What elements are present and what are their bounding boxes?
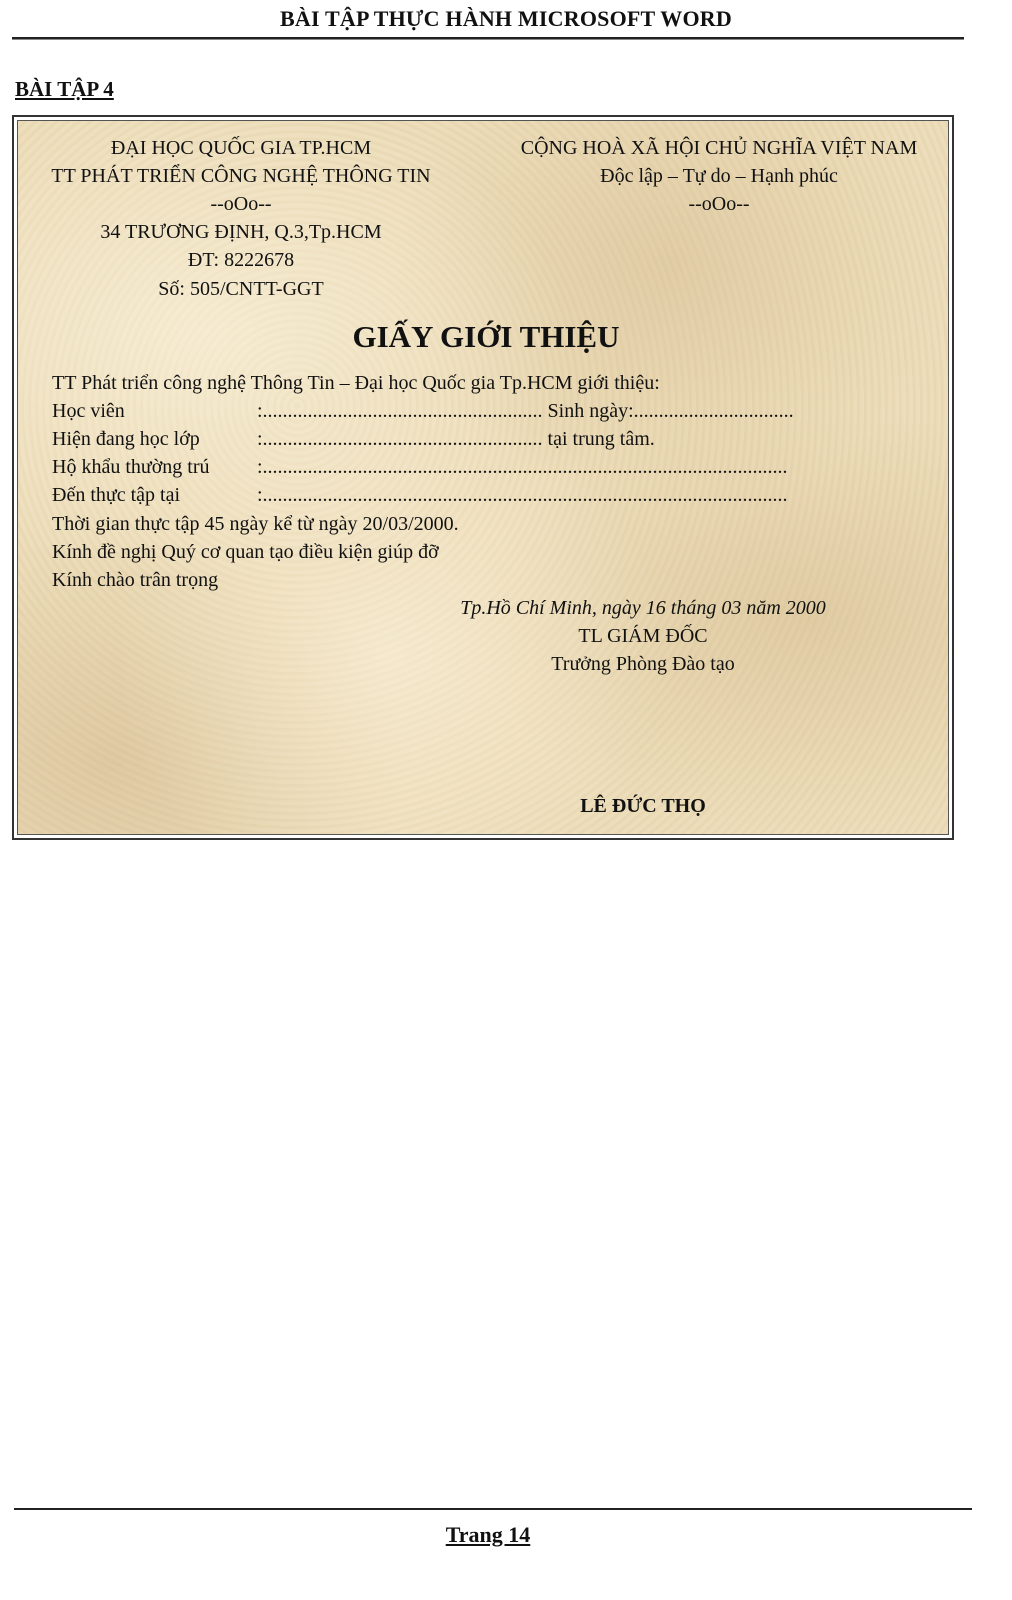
- university-name: ĐẠI HỌC QUỐC GIA TP.HCM: [110, 137, 372, 159]
- parchment-background: [17, 120, 949, 835]
- signer-name: LÊ ĐỨC THỌ: [580, 795, 706, 817]
- header-divider: [12, 37, 964, 39]
- national-motto: Độc lập – Tự do – Hạnh phúc: [600, 165, 838, 187]
- phone-number: ĐT: 8222678: [187, 249, 295, 271]
- page-number: Trang 14: [445, 1522, 531, 1547]
- field-value-residence: :.........................................................................................................: [257, 456, 788, 478]
- exercise-title: BÀI TẬP 4: [15, 77, 114, 101]
- letter-frame: [12, 115, 954, 840]
- field-label-residence: Hộ khẩu thường trú: [52, 456, 210, 478]
- intro-line: TT Phát triển công nghệ Thông Tin – Đại học Quốc gia Tp.HCM giới thiệu:: [52, 372, 660, 394]
- national-title: CỘNG HOÀ XÃ HỘI CHỦ NGHĨA VIỆT NAM: [520, 137, 918, 159]
- field-value-internship-place: :.........................................................................................................: [257, 484, 788, 506]
- request-line: Kính đề nghị Quý cơ quan tạo điều kiện giúp đỡ: [52, 541, 439, 563]
- page-header-title: BÀI TẬP THỰC HÀNH MICROSOFT WORD: [280, 6, 732, 31]
- left-separator: --oOo--: [210, 193, 272, 215]
- place-date: Tp.Hồ Chí Minh, ngày 16 tháng 03 năm 2000: [460, 597, 826, 619]
- field-label-student: Học viên: [52, 400, 125, 422]
- signer-department: Trưởng Phòng Đào tạo: [551, 653, 735, 675]
- document-number: Số: 505/CNTT-GGT: [158, 278, 324, 300]
- right-separator: --oOo--: [688, 193, 750, 215]
- document-title: GIẤY GIỚI THIỆU: [352, 319, 620, 354]
- center-name: TT PHÁT TRIỂN CÔNG NGHỆ THÔNG TIN: [51, 165, 431, 187]
- signer-position: TL GIÁM ĐỐC: [578, 625, 708, 647]
- internship-duration: Thời gian thực tập 45 ngày kể từ ngày 20/03/2000.: [52, 513, 459, 535]
- footer-divider: [14, 1508, 972, 1510]
- field-label-internship-place: Đến thực tập tại: [52, 484, 181, 506]
- field-value-student: :........................................................ Sinh ngày:................................: [257, 400, 794, 422]
- field-label-class: Hiện đang học lớp: [52, 428, 200, 450]
- address: 34 TRƯƠNG ĐỊNH, Q.3,Tp.HCM: [100, 221, 382, 243]
- field-value-class: :........................................................ tại trung tâm.: [257, 428, 655, 450]
- closing-line: Kính chào trân trọng: [52, 569, 219, 591]
